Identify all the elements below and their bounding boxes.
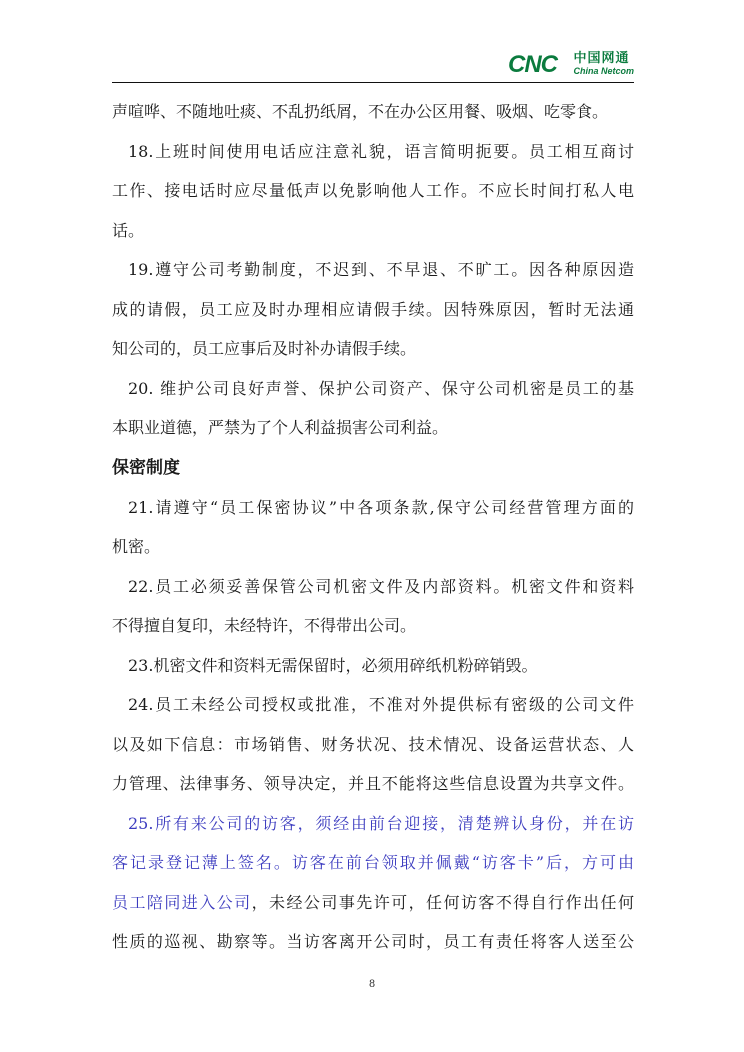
paragraphs-confidentiality — [112, 488, 634, 804]
paragraph-25-line-3-black: ，未经公司事先许可，任何访客不得自行作出任何 — [251, 892, 634, 912]
paragraph-25-line-3 — [112, 883, 634, 923]
body-line: 工作、接电话时应尽量低声以免影响他人工作。不应长时间打私人电 — [112, 181, 634, 200]
confidentiality-line: 不得擅自复印，未经特许，不得带出公司。 — [112, 616, 417, 635]
body-line: 本职业道德，严禁为了个人利益损害公司利益。 — [112, 418, 449, 437]
section-title-confidentiality: 保密制度 — [112, 457, 180, 478]
page-number: 8 — [368, 979, 376, 990]
header-divider — [112, 82, 634, 83]
page-header — [112, 36, 634, 86]
logo-english-text: China Netcom — [573, 66, 634, 76]
logo-chinese-text: 中国网通 — [573, 51, 630, 66]
confidentiality-line: 22.员工必须妥善保管公司机密文件及内部资料。机密文件和资料 — [128, 576, 634, 596]
body-line: 18.上班时间使用电话应注意礼貌，语言简明扼要。员工相互商讨 — [128, 141, 634, 161]
confidentiality-line: 23.机密文件和资料无需保留时，必须用碎纸机粉碎销毁。 — [128, 655, 538, 675]
body-line: 声喧哗、不随地吐痰、不乱扔纸屑，不在办公区用餐、吸烟、吃零食。 — [112, 102, 609, 121]
paragraphs-conduct — [112, 92, 634, 448]
confidentiality-line: 以及如下信息：市场销售、财务状况、技术情况、设备运营状态、人 — [112, 734, 634, 754]
body-line: 话。 — [112, 220, 145, 240]
body-line: 20. 维护公司良好声誉、保护公司资产、保守公司机密是员工的基 — [128, 378, 634, 398]
paragraph-25-line-2: 客记录登记薄上签名。访客在前台领取并佩戴“访客卡”后，方可由 — [112, 853, 634, 872]
document-body — [112, 92, 634, 962]
confidentiality-line: 力管理、法律事务、领导决定，并且不能将这些信息设置为共享文件。 — [112, 774, 634, 793]
body-line: 知公司的，员工应事后及时补办请假手续。 — [112, 339, 417, 358]
svg-text:CNC: CNC — [508, 52, 558, 76]
confidentiality-line: 机密。 — [112, 537, 161, 556]
body-line: 成的请假，员工应及时办理相应请假手续。因特殊原因，暂时无法通 — [112, 299, 634, 319]
confidentiality-line: 21.请遵守“员工保密协议”中各项条款,保守公司经营管理方面的 — [128, 497, 634, 517]
cnc-logo — [508, 48, 634, 80]
confidentiality-line: 24.员工未经公司授权或批准，不准对外提供标有密级的公司文件 — [128, 695, 634, 714]
body-line: 19.遵守公司考勤制度，不迟到、不早退、不旷工。因各种原因造 — [128, 260, 634, 279]
cnc-logo-mark — [508, 52, 570, 76]
paragraph-25-line-4: 性质的巡视、勘察等。当访客离开公司时，员工有责任将客人送至公 — [112, 932, 634, 951]
paragraph-25-line-1: 25.所有来公司的访客，须经由前台迎接，清楚辨认身份，并在访 — [128, 813, 634, 833]
paragraph-25-line-3-blue: 员工陪同进入公司 — [112, 892, 252, 912]
